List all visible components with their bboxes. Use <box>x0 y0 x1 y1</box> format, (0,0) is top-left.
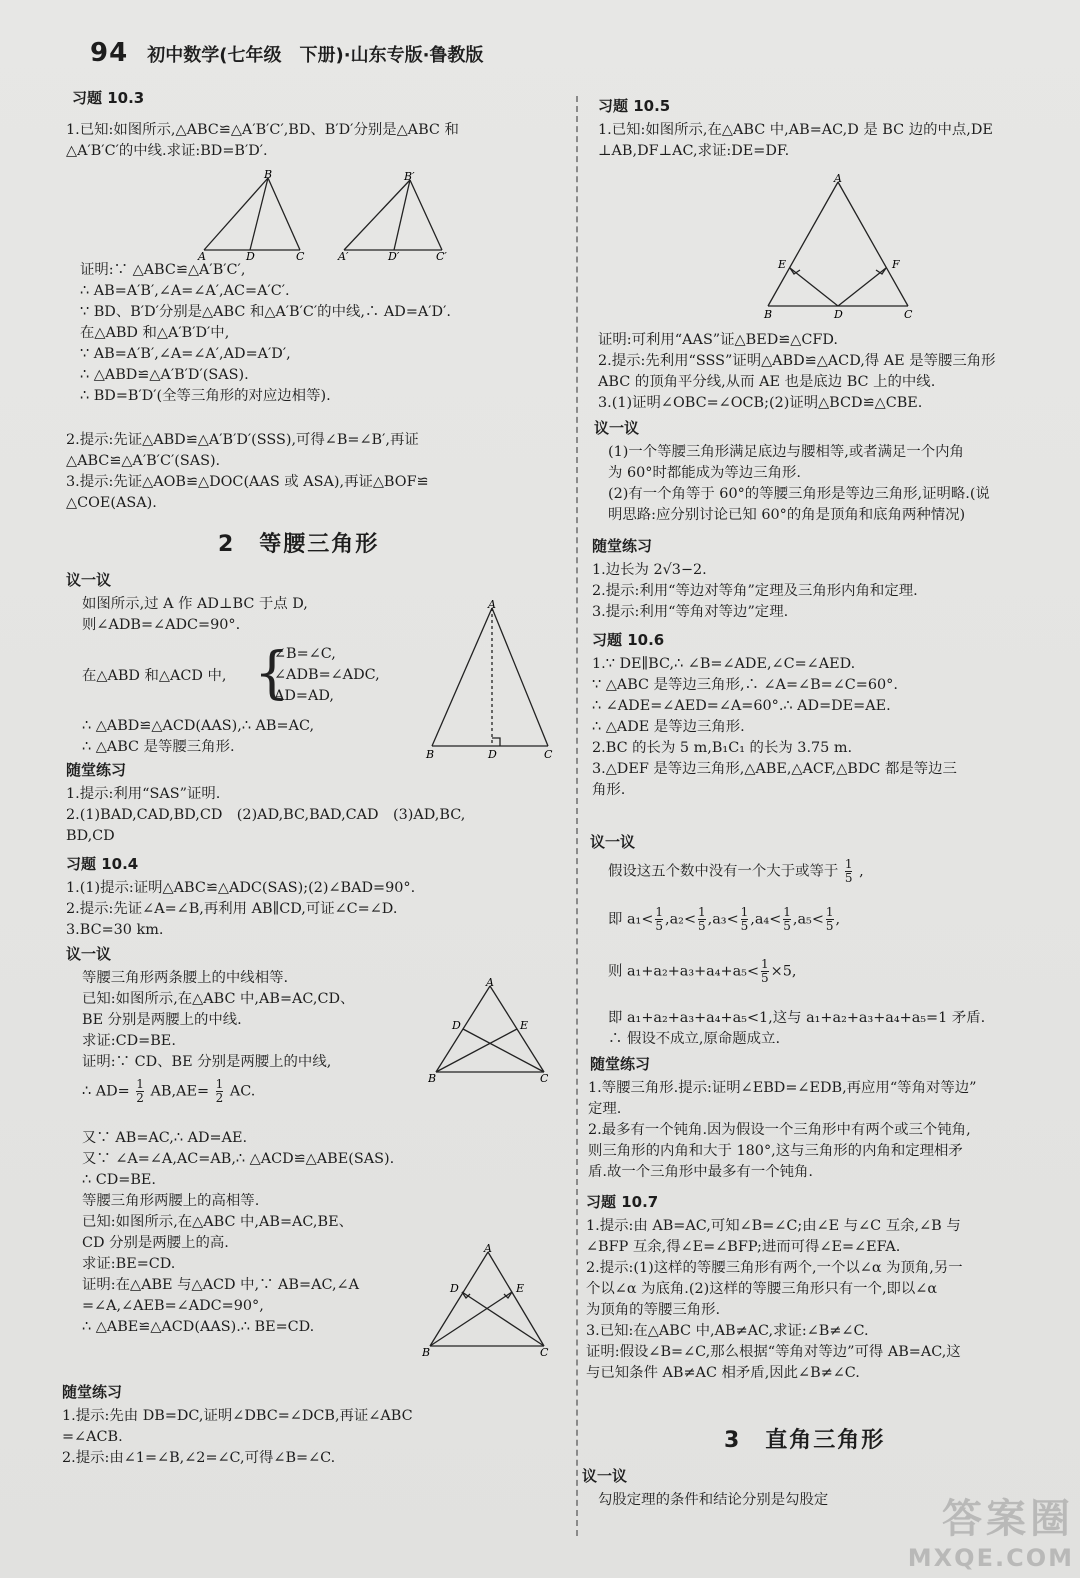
heading-practice-1: 随堂练习 <box>66 761 127 779</box>
fig4-label-a: A <box>486 976 494 989</box>
fig2-label-d: D′ <box>388 250 400 262</box>
fig2-label-a: A′ <box>338 250 349 262</box>
discuss-4-line3: 则 a₁+a₂+a₃+a₄+a₅< $\frac{1}{5}$ ×5, <box>608 957 797 985</box>
discuss-1-in-triangles: 在△ABD 和△ACD 中, <box>82 668 227 684</box>
column-divider <box>576 96 578 1536</box>
figure-medians <box>428 976 548 1084</box>
heading-exercise-10-5: 习题 10.5 <box>598 97 671 115</box>
fig6-label-b: B <box>764 308 773 321</box>
fig4-label-d: D <box>452 1019 461 1032</box>
figure-triangle-abc <box>190 170 310 262</box>
fig5-label-e: E <box>516 1282 525 1295</box>
section-3-title: 3 直角三角形 <box>724 1428 886 1453</box>
fig5-label-d: D <box>450 1282 459 1295</box>
fig6-label-d: D <box>834 308 843 321</box>
figure-altitudes <box>422 1242 552 1360</box>
fig4-label-c: C <box>540 1072 548 1084</box>
heading-discuss-4: 议一议 <box>590 833 636 851</box>
exercise-10-3-q2-q3: 2.提示:先证△ABD≌△A′B′D′(SSS),可得∠B=∠B′,再证 △ABC≌△A′B′C′(SAS). 3.提示:先证△AOB≌△DOC(AAS 或 ASA),再证△BOF≌ △COE(ASA). <box>66 432 429 511</box>
frac-line-part2: AB,AE= <box>150 1083 210 1100</box>
heading-practice-3: 随堂练习 <box>592 537 653 555</box>
fig4-label-b: B <box>428 1072 437 1084</box>
fig3-label-c: C <box>544 748 553 761</box>
fraction-one-half-1: $\frac{1}{2}$ <box>136 1077 144 1105</box>
assumption-comma: , <box>859 863 864 880</box>
discuss-4-line2: 即 a₁< $\frac{1}{5}$ ,a₂< $\frac{1}{5}$ ,a₃< $\frac{1}{5}$ ,a₄< $\frac{1}{5}$ ,a₅< $\frac{1}{5}$ , <box>608 905 841 933</box>
watermark-logo-text: 答案圈 <box>942 1496 1074 1542</box>
fig6-label-f: F <box>892 258 900 271</box>
practice-3-answers: 1.边长为 2√3−2. 2.提示:利用“等边对等角”定理及三角形内角和定理. 3.提示:利用“等角对等边”定理. <box>592 562 918 620</box>
exercise-10-4-answers: 1.(1)提示:证明△ABC≌△ADC(SAS);(2)∠BAD=90°. 2.提示:先证∠A=∠B,再利用 AB∥CD,可证∠C=∠D. 3.BC=30 km. <box>66 880 416 938</box>
exercise-10-6-answers: 1.∵ DE∥BC,∴ ∠B=∠ADE,∠C=∠AED. ∵ △ABC 是等边三角形,∴ ∠A=∠B=∠C=60°. ∴ ∠ADE=∠AED=∠A=60°.∴ AD=DE=AE. ∴ △ADE 是等边三角形. 2.BC 的长为 5 m,B₁C₁ 的长为 3.75 m. 3.△DEF 是等边三角形,△ABE,△ACF,△BDC 都是等边三 角形. <box>592 656 957 798</box>
discuss-4-conclusion: 即 a₁+a₂+a₃+a₄+a₅<1,这与 a₁+a₂+a₃+a₄+a₅=1 矛盾. ∴ 假设不成立,原命题成立. <box>608 1010 986 1047</box>
fig5-label-a: A <box>484 1242 492 1255</box>
fraction-one-half-2: $\frac{1}{2}$ <box>215 1077 224 1105</box>
fig6-label-e: E <box>778 258 787 271</box>
fraction-one-fifth: $\frac{1}{5}$ <box>844 857 853 885</box>
practice-2-answers: 1.提示:先由 DB=DC,证明∠DBC=∠DCB,再证∠ABC =∠ACB. 2.提示:由∠1=∠B,∠2=∠C,可得∠B=∠C. <box>62 1408 413 1466</box>
exercise-10-5-answers: 证明:可利用“AAS”证△BED≌△CFD. 2.提示:先利用“SSS”证明△ABD≌△ACD,得 AE 是等腰三角形 ABC 的顶角平分线,从而 AE 也是底边 BC 上的中线. 3.(1)证明∠OBC=∠OCB;(2)证明△BCD≌△CBE. <box>598 332 996 411</box>
exercise-10-3-q1: 1.已知:如图所示,△ABC≌△A′B′C′,BD、B′D′分别是△ABC 和 △A′B′C′的中线.求证:BD=B′D′. <box>66 122 459 159</box>
practice-1-answers: 1.提示:利用“SAS”证明. 2.(1)BAD,CAD,BD,CD (2)AD,BC,BAD,CAD (3)AD,BC, BD,CD <box>66 786 466 844</box>
exercise-10-7-answers: 1.提示:由 AB=AC,可知∠B=∠C;由∠E 与∠C 互余,∠B 与 ∠BFP 互余,得∠E=∠BFP;进而可得∠E=∠EFA. 2.提示:(1)这样的等腰三角形有两个,一个以∠α 为顶角,另一 个以∠α 为底角.(2)这样的等腰三角形只有一个,即以∠α 为顶角的等腰三角形. 3.已知:在△ABC 中,AB≠AC,求证:∠B≠∠C. 证明:假设∠B=∠C,那么根据“等角对等边”可得 AB=AC,这 与已知条件 AB≠AC 相矛盾,因此∠B≠∠C. <box>586 1218 963 1381</box>
fig2-label-b: B′ <box>404 170 415 183</box>
discuss-5-text: 勾股定理的条件和结论分别是勾股定 <box>598 1492 829 1508</box>
discuss-1-conditions: ∠B=∠C, ∠ADB=∠ADC, AD=AD, <box>274 646 380 704</box>
heading-exercise-10-4: 习题 10.4 <box>66 855 139 873</box>
heading-practice-4: 随堂练习 <box>590 1055 651 1073</box>
assumption-text: 假设这五个数中没有一个大于或等于 <box>608 863 839 880</box>
fig3-label-d: D <box>488 748 497 761</box>
site-watermark <box>908 1487 1074 1572</box>
figure-triangle-abc-prime <box>330 170 458 262</box>
fig3-label-a: A <box>488 598 496 611</box>
discuss-2-fraction-line <box>82 1078 255 1105</box>
fig6-label-a: A <box>834 172 842 185</box>
brace: { <box>254 641 290 706</box>
fig1-label-a: A <box>198 250 206 262</box>
fig1-label-b: B <box>264 170 273 181</box>
fig1-label-d: D <box>246 250 255 262</box>
exercise-10-5-q1: 1.已知:如图所示,在△ABC 中,AB=AC,D 是 BC 边的中点,DE ⊥AB,DF⊥AC,求证:DE=DF. <box>598 122 993 159</box>
fig5-label-b: B <box>422 1346 431 1359</box>
practice-4-answers: 1.等腰三角形.提示:证明∠EBD=∠EDB,再应用“等角对等边” 定理. 2.最多有一个钝角.因为假设一个三角形中有两个或三个钝角, 则三角形的内角和大于 180°,这与三角形的内角和定理相矛 盾.故一个三角形中最多有一个钝角. <box>588 1080 977 1180</box>
heading-exercise-10-7: 习题 10.7 <box>586 1193 659 1211</box>
discuss-1-conclusion: ∴ △ABD≌△ACD(AAS),∴ AB=AC, ∴ △ABC 是等腰三角形. <box>82 718 315 755</box>
frac-line-part3: AC. <box>229 1083 256 1100</box>
discuss-3-text: (1)一个等腰三角形满足底边与腰相等,或者满足一个内角 为 60°时都能成为等边三角形. (2)有一个角等于 60°的等腰三角形是等边三角形,证明略.(说 明思路:应分别讨论已知 60°的角是顶角和底角两种情况) <box>608 444 990 523</box>
page-number: 94 <box>90 38 129 68</box>
book-title: 初中数学(七年级 下册)·山东专版·鲁教版 <box>147 45 484 66</box>
fig1-label-c: C <box>296 250 305 262</box>
frac-line-part1: ∴ AD= <box>82 1083 130 1100</box>
heading-discuss-3: 议一议 <box>594 419 640 437</box>
watermark-url: MXQE.COM <box>907 1544 1074 1572</box>
figure-isosceles-def <box>756 170 916 322</box>
heading-practice-2: 随堂练习 <box>62 1383 123 1401</box>
figure-isosceles-altitude <box>424 598 556 764</box>
exercise-10-3-proof: 证明:∵ △ABC≌△A′B′C′, ∴ AB=A′B′,∠A=∠A′,AC=A′C′. ∵ BD、B′D′分别是△ABC 和△A′B′C′的中线,∴ AD=A′D′. 在△ABD 和△A′B′D′中, ∵ AB=A′B′,∠A=∠A′,AD=A′D′, ∴ △ABD≌△A′B′D′(SAS). ∴ BD=B′D′(全等三角形的对应边相等). <box>80 262 451 404</box>
discuss-1-text: 如图所示,过 A 作 AD⊥BC 于点 D, 则∠ADB=∠ADC=90°. <box>82 596 308 633</box>
discuss-2-text: 等腰三角形两条腰上的中线相等. 已知:如图所示,在△ABC 中,AB=AC,CD、 BE 分别是两腰上的中线. 求证:CD=BE. 证明:∵ CD、BE 分别是两腰上的中线, <box>82 970 355 1070</box>
discuss-2-proofs: 又∵ AB=AC,∴ AD=AE. 又∵ ∠A=∠A,AC=AB,∴ △ACD≌△ABE(SAS). ∴ CD=BE. 等腰三角形两腰上的高相等. 已知:如图所示,在△ABC 中,AB=AC,BE、 CD 分别是两腰上的高. 求证:BE=CD. 证明:在△ABE 与△ACD 中,∵ AB=AC,∠A =∠A,∠AEB=∠ADC=90°, ∴ △ABE≌△ACD(AAS).∴ BE=CD. <box>82 1130 395 1335</box>
heading-discuss-2: 议一议 <box>66 945 112 963</box>
fig2-label-c: C′ <box>436 250 447 262</box>
fig4-label-e: E <box>520 1019 529 1032</box>
section-2-title: 2 等腰三角形 <box>218 532 380 557</box>
heading-exercise-10-6: 习题 10.6 <box>592 631 665 649</box>
heading-exercise-10-3: 习题 10.3 <box>72 89 145 107</box>
fig5-label-c: C <box>540 1346 549 1359</box>
page-header <box>90 38 483 68</box>
heading-discuss-5: 议一议 <box>582 1467 628 1485</box>
fig6-label-c: C <box>904 308 913 321</box>
fig3-label-b: B <box>426 748 435 761</box>
discuss-4-line1 <box>608 858 864 885</box>
heading-discuss-1: 议一议 <box>66 571 112 589</box>
